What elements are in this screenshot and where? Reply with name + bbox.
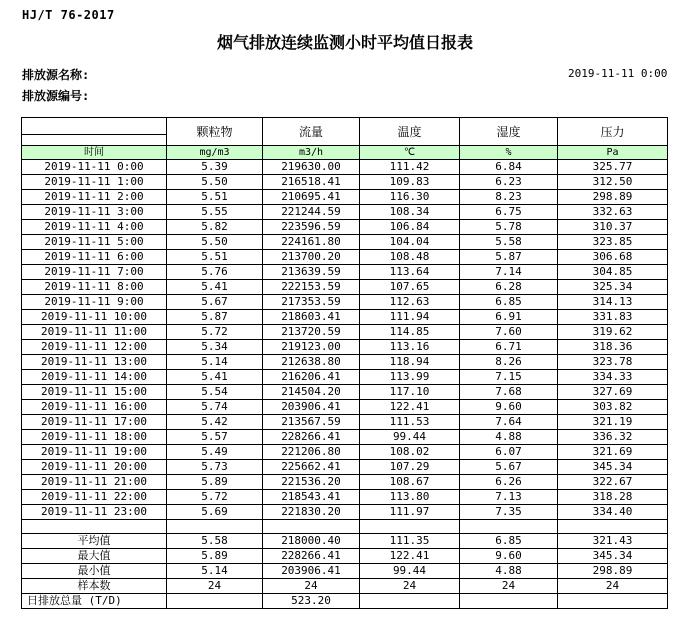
table-row [22, 205, 668, 220]
value-cell: 225662.41 [263, 460, 360, 475]
value-cell: 117.10 [360, 385, 460, 400]
empty-cell [558, 520, 668, 534]
summary-value-cell: 122.41 [360, 549, 460, 564]
value-cell: 5.50 [167, 235, 263, 250]
time-cell: 2019-11-11 15:00 [22, 385, 167, 400]
value-cell: 108.67 [360, 475, 460, 490]
value-cell: 5.14 [167, 355, 263, 370]
empty-cell [460, 520, 558, 534]
value-cell: 7.13 [460, 490, 558, 505]
value-cell: 6.85 [460, 295, 558, 310]
value-cell: 345.34 [558, 460, 668, 475]
spacer-row [22, 520, 668, 534]
table-row [22, 490, 668, 505]
col-header-flow: 流量 [263, 118, 360, 146]
value-cell: 108.48 [360, 250, 460, 265]
source-name-label: 排放源名称: [22, 68, 90, 82]
summary-value-cell: 321.43 [558, 534, 668, 549]
table-row [22, 475, 668, 490]
value-cell: 6.71 [460, 340, 558, 355]
summary-value-cell: 99.44 [360, 564, 460, 579]
table-row [22, 325, 668, 340]
time-cell: 2019-11-11 12:00 [22, 340, 167, 355]
value-cell: 5.57 [167, 430, 263, 445]
summary-label-cell: 日排放总量 (T/D) [22, 594, 167, 609]
value-cell: 321.19 [558, 415, 668, 430]
time-cell: 2019-11-11 7:00 [22, 265, 167, 280]
summary-row [22, 594, 668, 609]
summary-value-cell [167, 594, 263, 609]
empty-cell [263, 520, 360, 534]
empty-cell [167, 520, 263, 534]
value-cell: 219123.00 [263, 340, 360, 355]
time-cell: 2019-11-11 8:00 [22, 280, 167, 295]
value-cell: 223596.59 [263, 220, 360, 235]
value-cell: 7.14 [460, 265, 558, 280]
table-row [22, 385, 668, 400]
table-row [22, 265, 668, 280]
time-cell: 2019-11-11 0:00 [22, 160, 167, 175]
col-header-temperature: 温度 [360, 118, 460, 146]
value-cell: 5.72 [167, 325, 263, 340]
value-cell: 5.39 [167, 160, 263, 175]
value-cell: 332.63 [558, 205, 668, 220]
summary-value-cell: 218000.40 [263, 534, 360, 549]
value-cell: 6.23 [460, 175, 558, 190]
summary-value-cell: 203906.41 [263, 564, 360, 579]
summary-value-cell: 345.34 [558, 549, 668, 564]
summary-value-cell [460, 594, 558, 609]
summary-value-cell: 523.20 [263, 594, 360, 609]
value-cell: 5.55 [167, 205, 263, 220]
table-row [22, 220, 668, 235]
col-header-particulate: 颗粒物 [167, 118, 263, 146]
param-header-row [22, 118, 668, 135]
value-cell: 219630.00 [263, 160, 360, 175]
summary-value-cell: 298.89 [558, 564, 668, 579]
value-cell: 334.40 [558, 505, 668, 520]
value-cell: 5.72 [167, 490, 263, 505]
summary-row [22, 564, 668, 579]
time-cell: 2019-11-11 14:00 [22, 370, 167, 385]
col-header-pressure: 压力 [558, 118, 668, 146]
summary-value-cell: 24 [167, 579, 263, 594]
value-cell: 216206.41 [263, 370, 360, 385]
summary-label-cell: 平均值 [22, 534, 167, 549]
value-cell: 304.85 [558, 265, 668, 280]
time-cell: 2019-11-11 21:00 [22, 475, 167, 490]
table-row [22, 400, 668, 415]
source-id-label: 排放源编号: [22, 89, 90, 103]
table-row [22, 445, 668, 460]
table-row [22, 310, 668, 325]
value-cell: 5.49 [167, 445, 263, 460]
table-row [22, 190, 668, 205]
value-cell: 218603.41 [263, 310, 360, 325]
value-cell: 108.34 [360, 205, 460, 220]
report-datetime: 2019-11-11 0:00 [568, 67, 668, 80]
value-cell: 217353.59 [263, 295, 360, 310]
time-cell: 2019-11-11 17:00 [22, 415, 167, 430]
table-row [22, 250, 668, 265]
value-cell: 5.87 [167, 310, 263, 325]
value-cell: 318.28 [558, 490, 668, 505]
value-cell: 6.07 [460, 445, 558, 460]
value-cell: 210695.41 [263, 190, 360, 205]
time-cell: 2019-11-11 13:00 [22, 355, 167, 370]
value-cell: 228266.41 [263, 430, 360, 445]
table-row [22, 370, 668, 385]
value-cell: 113.80 [360, 490, 460, 505]
summary-value-cell: 24 [460, 579, 558, 594]
value-cell: 5.78 [460, 220, 558, 235]
summary-value-cell: 5.14 [167, 564, 263, 579]
time-cell: 2019-11-11 10:00 [22, 310, 167, 325]
unit-temperature: ℃ [360, 146, 460, 160]
value-cell: 122.41 [360, 400, 460, 415]
value-cell: 203906.41 [263, 400, 360, 415]
value-cell: 214504.20 [263, 385, 360, 400]
summary-row [22, 534, 668, 549]
value-cell: 111.42 [360, 160, 460, 175]
summary-value-cell: 6.85 [460, 534, 558, 549]
summary-value-cell: 5.89 [167, 549, 263, 564]
time-cell: 2019-11-11 19:00 [22, 445, 167, 460]
value-cell: 213567.59 [263, 415, 360, 430]
value-cell: 310.37 [558, 220, 668, 235]
summary-value-cell: 24 [360, 579, 460, 594]
value-cell: 318.36 [558, 340, 668, 355]
value-cell: 106.84 [360, 220, 460, 235]
value-cell: 224161.80 [263, 235, 360, 250]
unit-particulate: mg/m3 [167, 146, 263, 160]
value-cell: 314.13 [558, 295, 668, 310]
summary-value-cell: 111.35 [360, 534, 460, 549]
summary-row [22, 549, 668, 564]
time-cell: 2019-11-11 2:00 [22, 190, 167, 205]
table-row [22, 460, 668, 475]
value-cell: 221830.20 [263, 505, 360, 520]
monitoring-table [21, 117, 668, 609]
value-cell: 7.60 [460, 325, 558, 340]
summary-value-cell [558, 594, 668, 609]
summary-label-cell: 最大值 [22, 549, 167, 564]
time-cell: 2019-11-11 20:00 [22, 460, 167, 475]
standard-number: HJ/T 76-2017 [22, 8, 115, 22]
summary-row [22, 579, 668, 594]
value-cell: 5.69 [167, 505, 263, 520]
value-cell: 104.04 [360, 235, 460, 250]
value-cell: 113.64 [360, 265, 460, 280]
value-cell: 5.67 [167, 295, 263, 310]
value-cell: 213700.20 [263, 250, 360, 265]
value-cell: 336.32 [558, 430, 668, 445]
time-cell: 2019-11-11 6:00 [22, 250, 167, 265]
value-cell: 221244.59 [263, 205, 360, 220]
value-cell: 212638.80 [263, 355, 360, 370]
value-cell: 107.29 [360, 460, 460, 475]
value-cell: 7.64 [460, 415, 558, 430]
table-row [22, 415, 668, 430]
summary-value-cell: 5.58 [167, 534, 263, 549]
summary-label-cell: 样本数 [22, 579, 167, 594]
value-cell: 5.74 [167, 400, 263, 415]
summary-value-cell: 4.88 [460, 564, 558, 579]
unit-humidity: % [460, 146, 558, 160]
value-cell: 312.50 [558, 175, 668, 190]
value-cell: 7.68 [460, 385, 558, 400]
table-row [22, 295, 668, 310]
value-cell: 5.76 [167, 265, 263, 280]
value-cell: 107.65 [360, 280, 460, 295]
value-cell: 5.41 [167, 370, 263, 385]
value-cell: 298.89 [558, 190, 668, 205]
table-row [22, 235, 668, 250]
time-cell: 2019-11-11 4:00 [22, 220, 167, 235]
value-cell: 6.84 [460, 160, 558, 175]
table-row [22, 280, 668, 295]
value-cell: 327.69 [558, 385, 668, 400]
header-empty-top-cell [22, 118, 167, 135]
value-cell: 221206.80 [263, 445, 360, 460]
summary-value-cell: 9.60 [460, 549, 558, 564]
header-empty-bottom-cell [22, 135, 167, 146]
value-cell: 6.26 [460, 475, 558, 490]
report-title: 烟气排放连续监测小时平均值日报表 [216, 33, 473, 52]
unit-header-row [22, 146, 668, 160]
value-cell: 5.54 [167, 385, 263, 400]
value-cell: 116.30 [360, 190, 460, 205]
value-cell: 321.69 [558, 445, 668, 460]
time-cell: 2019-11-11 5:00 [22, 235, 167, 250]
value-cell: 4.88 [460, 430, 558, 445]
value-cell: 5.82 [167, 220, 263, 235]
value-cell: 218543.41 [263, 490, 360, 505]
value-cell: 8.23 [460, 190, 558, 205]
value-cell: 6.28 [460, 280, 558, 295]
value-cell: 9.60 [460, 400, 558, 415]
value-cell: 5.42 [167, 415, 263, 430]
value-cell: 306.68 [558, 250, 668, 265]
value-cell: 213639.59 [263, 265, 360, 280]
value-cell: 114.85 [360, 325, 460, 340]
value-cell: 221536.20 [263, 475, 360, 490]
value-cell: 109.83 [360, 175, 460, 190]
value-cell: 5.58 [460, 235, 558, 250]
value-cell: 303.82 [558, 400, 668, 415]
value-cell: 334.33 [558, 370, 668, 385]
value-cell: 111.97 [360, 505, 460, 520]
summary-value-cell: 24 [263, 579, 360, 594]
value-cell: 323.85 [558, 235, 668, 250]
value-cell: 5.51 [167, 250, 263, 265]
time-cell: 2019-11-11 1:00 [22, 175, 167, 190]
value-cell: 111.94 [360, 310, 460, 325]
value-cell: 5.34 [167, 340, 263, 355]
summary-value-cell: 24 [558, 579, 668, 594]
value-cell: 7.15 [460, 370, 558, 385]
value-cell: 325.34 [558, 280, 668, 295]
value-cell: 99.44 [360, 430, 460, 445]
value-cell: 5.89 [167, 475, 263, 490]
col-header-humidity: 湿度 [460, 118, 558, 146]
value-cell: 113.99 [360, 370, 460, 385]
table-row [22, 340, 668, 355]
value-cell: 5.51 [167, 190, 263, 205]
table-row [22, 505, 668, 520]
time-cell: 2019-11-11 9:00 [22, 295, 167, 310]
value-cell: 6.91 [460, 310, 558, 325]
time-cell: 2019-11-11 22:00 [22, 490, 167, 505]
table-row [22, 175, 668, 190]
value-cell: 5.50 [167, 175, 263, 190]
unit-flow: m3/h [263, 146, 360, 160]
table-row [22, 430, 668, 445]
summary-value-cell [360, 594, 460, 609]
value-cell: 319.62 [558, 325, 668, 340]
value-cell: 213720.59 [263, 325, 360, 340]
time-cell: 2019-11-11 18:00 [22, 430, 167, 445]
time-cell: 2019-11-11 11:00 [22, 325, 167, 340]
value-cell: 222153.59 [263, 280, 360, 295]
value-cell: 113.16 [360, 340, 460, 355]
unit-pressure: Pa [558, 146, 668, 160]
value-cell: 216518.41 [263, 175, 360, 190]
value-cell: 5.67 [460, 460, 558, 475]
empty-cell [360, 520, 460, 534]
time-column-header: 时间 [22, 146, 167, 160]
value-cell: 108.02 [360, 445, 460, 460]
table-row [22, 160, 668, 175]
value-cell: 6.75 [460, 205, 558, 220]
value-cell: 8.26 [460, 355, 558, 370]
summary-value-cell: 228266.41 [263, 549, 360, 564]
value-cell: 325.77 [558, 160, 668, 175]
value-cell: 331.83 [558, 310, 668, 325]
value-cell: 322.67 [558, 475, 668, 490]
value-cell: 111.53 [360, 415, 460, 430]
value-cell: 5.73 [167, 460, 263, 475]
time-cell: 2019-11-11 23:00 [22, 505, 167, 520]
value-cell: 323.78 [558, 355, 668, 370]
time-cell: 2019-11-11 3:00 [22, 205, 167, 220]
value-cell: 112.63 [360, 295, 460, 310]
table-row [22, 355, 668, 370]
empty-cell [22, 520, 167, 534]
value-cell: 118.94 [360, 355, 460, 370]
value-cell: 7.35 [460, 505, 558, 520]
value-cell: 5.87 [460, 250, 558, 265]
summary-label-cell: 最小值 [22, 564, 167, 579]
time-cell: 2019-11-11 16:00 [22, 400, 167, 415]
value-cell: 5.41 [167, 280, 263, 295]
